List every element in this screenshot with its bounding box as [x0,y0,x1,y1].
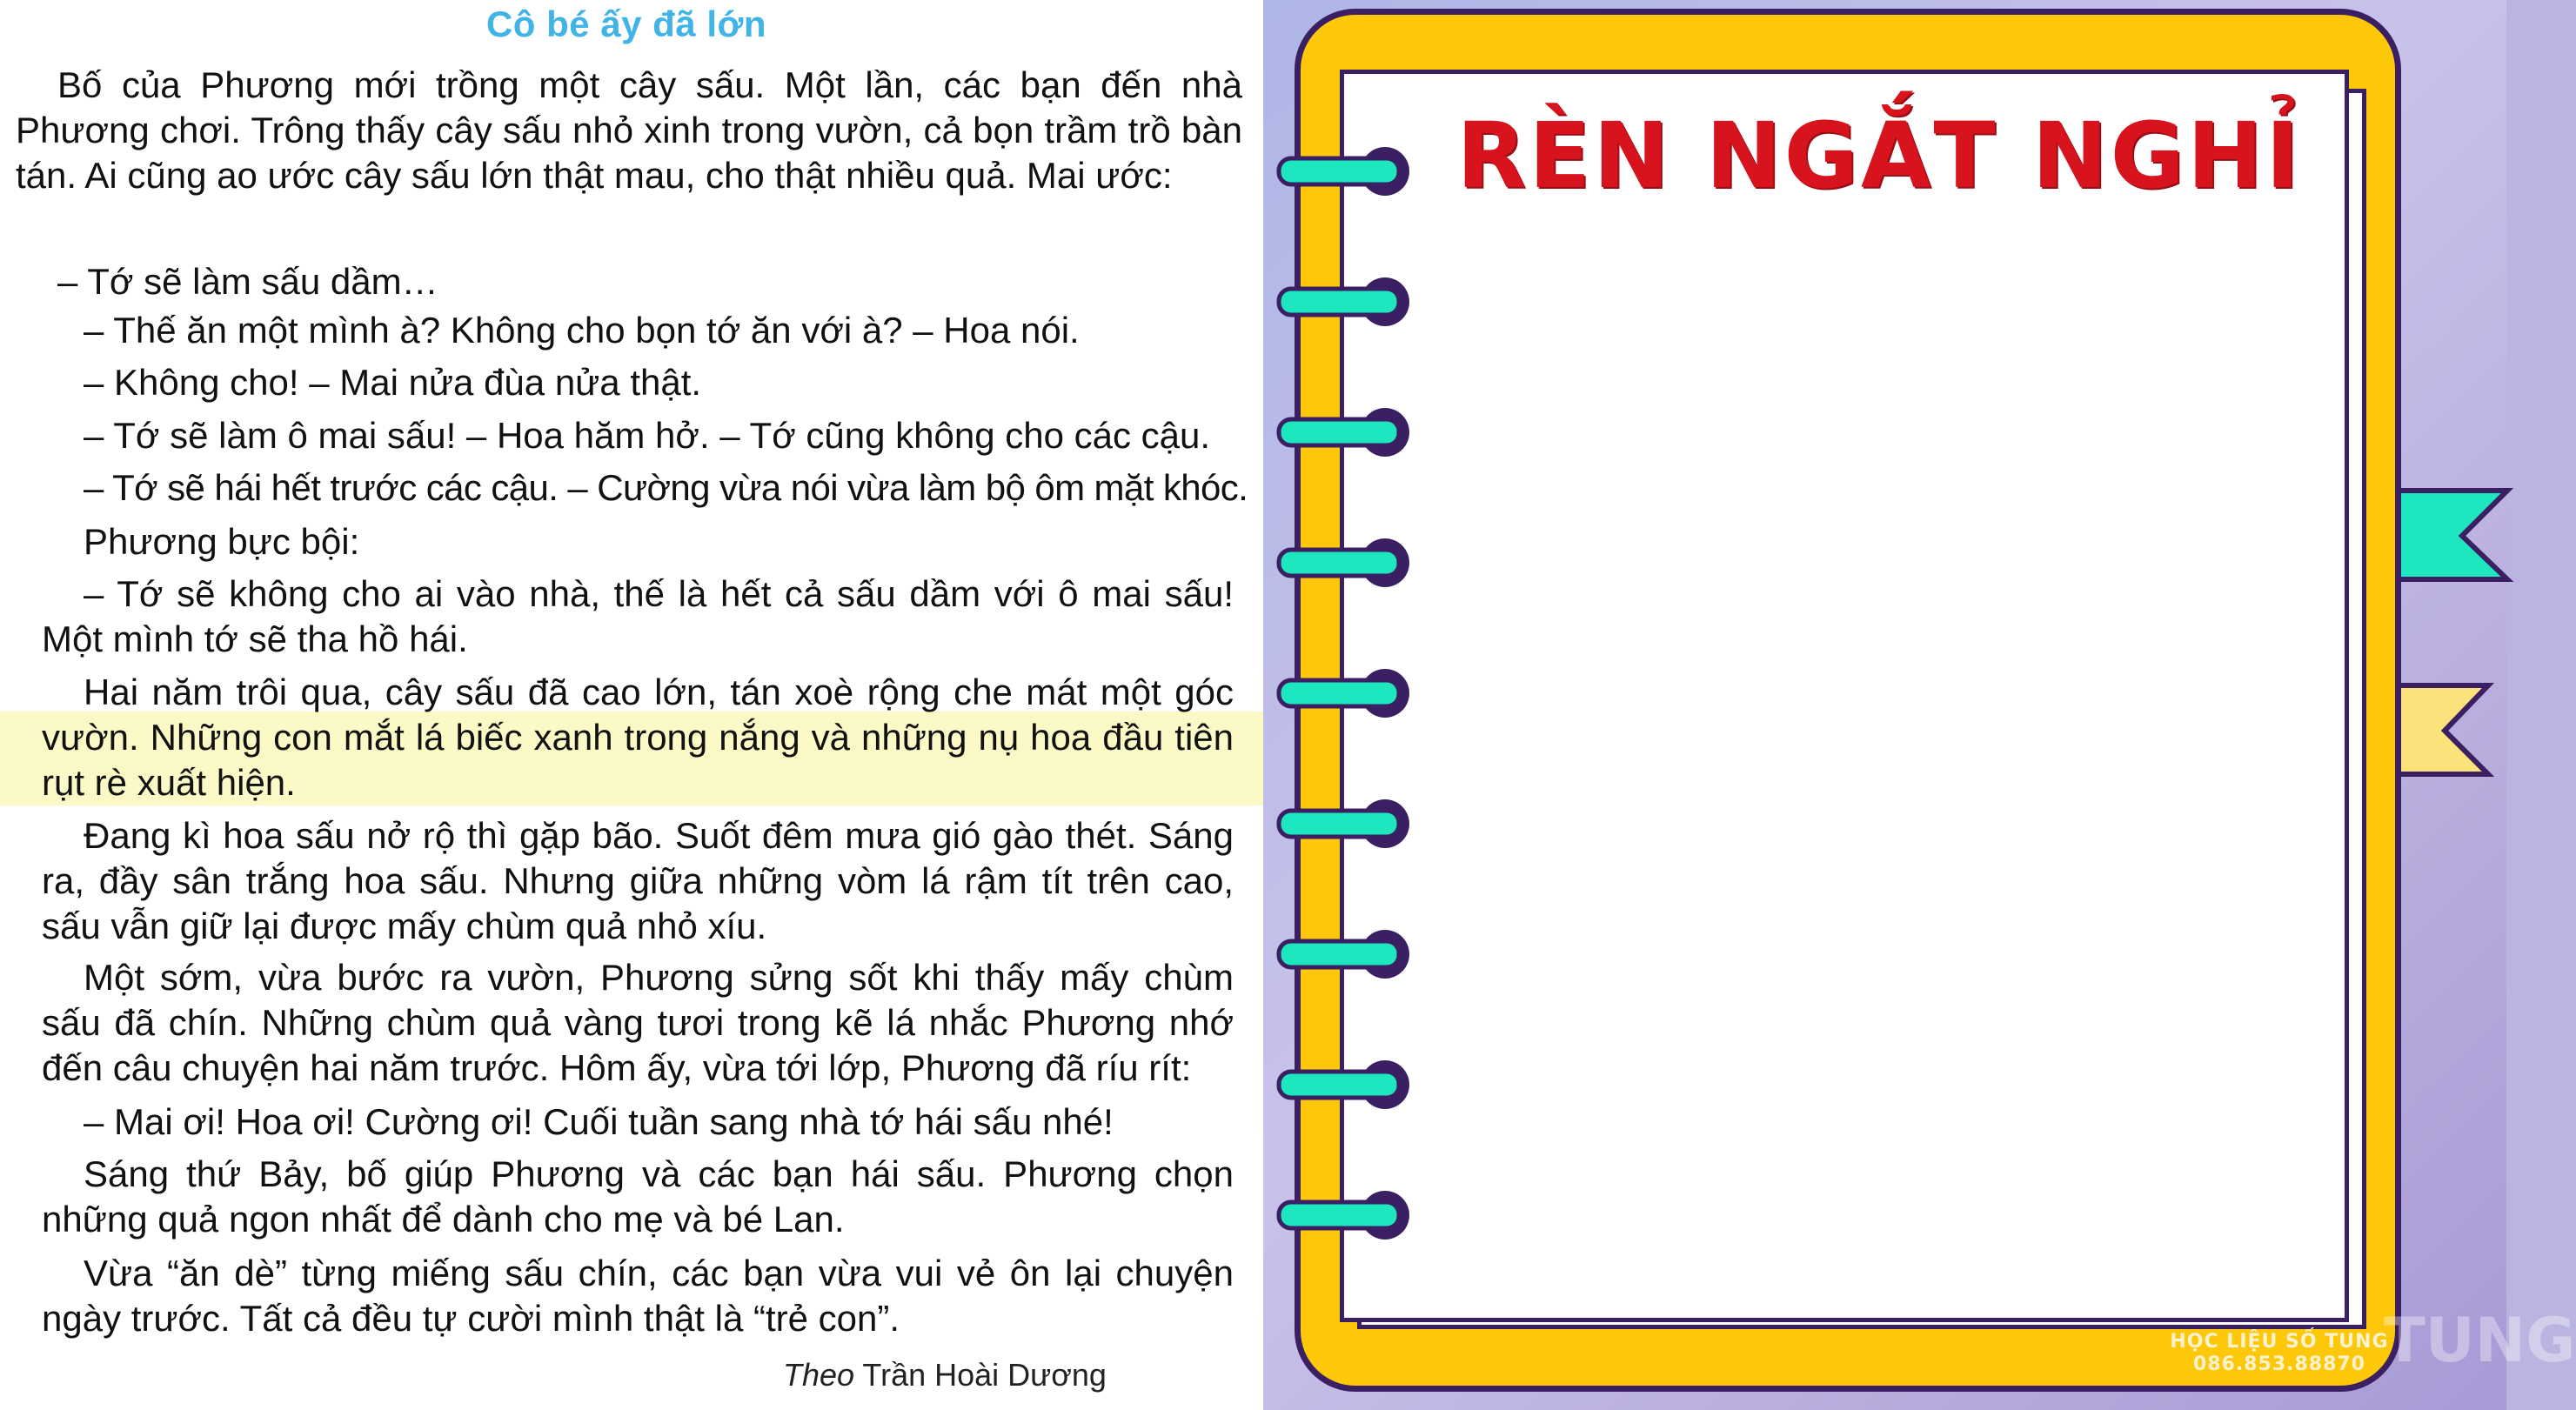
watermark-line-1: HỌC LIỆU SỐ TUNG [2170,1331,2389,1353]
paragraph-1: Bố của Phương mới trồng một cây sấu. Một lần, các bạn đến nhà Phương chơi. Trông thấy cây sấu nhỏ xinh trong vườn, cả bọn trầm trồ bàn tán. Ai cũng ao ước cây sấu lớn thật mau, cho thật nhiều quả. Mai ước: [16,64,1242,196]
paragraph-10: Đang kì hoa sấu nở rộ thì gặp bão. Suốt đêm mưa gió gào thét. Sáng ra, đầy sân trắng hoa sấu. Nhưng giữa những vòm lá rậm tít trên cao, sấu vẫn giữ lại được mấy chùm quả nhỏ xíu. [42,815,1234,946]
spiral-ring-icon [1275,926,1415,983]
story-title: Cô bé ấy đã lớn [485,3,767,44]
spiral-ring-icon [1275,795,1415,852]
paragraph-3: – Thế ăn một mình à? Không cho bọn tớ ăn với à? – Hoa nói. [84,310,1080,351]
paragraph-5: – Tớ sẽ làm ô mai sấu! – Hoa hăm hở. – Tớ cũng không cho các cậu. [84,415,1211,456]
spiral-ring-icon [1275,1056,1415,1113]
paragraph-6: – Tớ sẽ hái hết trước các cậu. – Cường vừa nói vừa làm bộ ôm mặt khóc. [84,467,1248,508]
paragraph-14: Vừa “ăn dè” từng miếng sấu chín, các bạn vừa vui vẻ ôn lại chuyện ngày trước. Tất cả đều tự cười mình thật là “trẻ con”. [42,1253,1234,1339]
notebook-page [1340,70,2349,1322]
paragraph-8: – Tớ sẽ không cho ai vào nhà, thế là hết cả sấu dầm với ô mai sấu! Một mình tớ sẽ tha hồ hái. [42,573,1234,659]
spiral-ring-icon [1275,273,1415,331]
paragraph-7: Phương bực bội: [84,521,360,562]
spiral-ring-icon [1275,143,1415,200]
paragraph-2: – Tớ sẽ làm sấu dầm… [57,261,438,302]
story-source [783,1357,1107,1393]
notebook-heading: RÈN NGẮT NGHỈ [1456,103,2302,209]
paragraph-13: Sáng thứ Bảy, bố giúp Phương và các bạn hái sấu. Phương chọn những quả ngon nhất để dành cho mẹ và bé Lan. [42,1153,1234,1240]
spiral-ring-icon [1275,404,1415,461]
watermark [2149,1331,2410,1376]
paragraph-9: Hai năm trôi qua, cây sấu đã cao lớn, tán xoè rộng che mát một góc vườn. Những con mắt lá biếc xanh trong nắng và những nụ hoa đầu tiên rụt rè xuất hiện. [42,672,1234,803]
spiral-ring-icon [1275,665,1415,722]
story-panel [0,0,1263,1410]
watermark-line-2: 086.853.88870 [2192,1353,2366,1375]
paragraph-4: – Không cho! – Mai nửa đùa nửa thật. [84,362,702,403]
paragraph-12: – Mai ơi! Hoa ơi! Cường ơi! Cuối tuần sang nhà tớ hái sấu nhé! [84,1101,1114,1142]
source-author: Trần Hoài Dương [862,1357,1107,1393]
spiral-ring-icon [1275,534,1415,591]
spiral-ring-icon [1275,1186,1415,1244]
paragraph-11: Một sớm, vừa bước ra vườn, Phương sửng sốt khi thấy mấy chùm sấu đã chín. Những chùm quả vàng tươi trong kẽ lá nhắc Phương nhớ đến câu chuyện hai năm trước. Hôm ấy, vừa tới lớp, Phương đã ríu rít: [42,957,1234,1088]
watermark-ghost-text: TUNG [2384,1305,2576,1376]
source-prefix: Theo [783,1357,855,1393]
